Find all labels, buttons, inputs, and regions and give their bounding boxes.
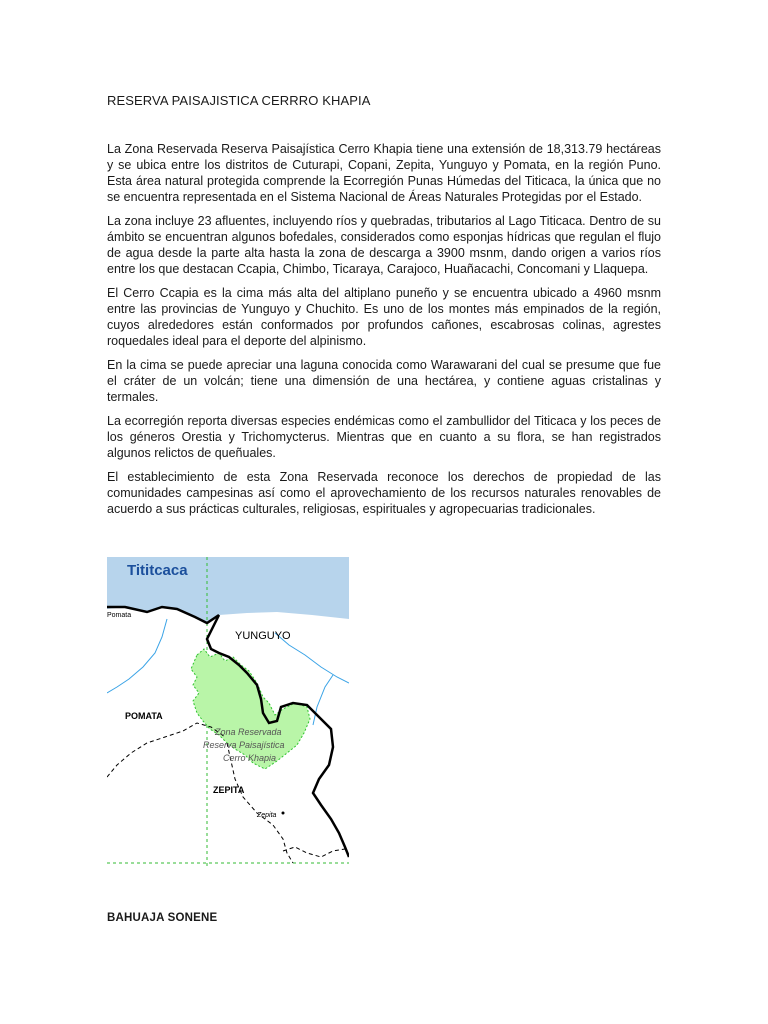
body-text bbox=[107, 141, 661, 525]
district-boundary bbox=[283, 847, 345, 857]
reserve-area bbox=[191, 649, 310, 769]
paragraph: La zona incluye 23 afluentes, incluyendo ríos y quebradas, tributarios al Lago Titicaca. Dentro de su ámbito se encuentran algunos bofedales, considerados como esponjas hídricas que regulan el flujo de agua desde la parte alta hasta la zona de descarga a 3900 msnm, dando origen a varios ríos entre los que destacan Ccapia, Chimbo, Ticaraya, Carajoco, Huañacachi, Concomani y Llaquepa. bbox=[107, 214, 661, 276]
paragraph: La ecorregión reporta diversas especies endémicas como el zambullidor del Titicaca y los peces de los géneros Orestia y Trichomycterus. Mientras que en cuanto a su flora, se han registrados algunos relictos de queñuales. bbox=[107, 414, 661, 460]
paragraph: La Zona Reservada Reserva Paisajística Cerro Khapia tiene una extensión de 18,313.79 hectáreas y se ubica entre los distritos de Cuturapi, Copani, Zepita, Yunguyo y Pomata, en la región Puno. Esta área natural protegida comprende la Ecorregión Punas Húmedas del Titicaca, la única que no se encuentra representada en el Sistema Nacional de Áreas Naturales Protegidas por el Estado. bbox=[107, 142, 661, 204]
map-label-pomata-town: Pomata bbox=[107, 612, 132, 619]
paragraph: En la cima se puede apreciar una laguna conocida como Warawarani del cual se presume que fue el cráter de un volcán; tiene una dimensión de una hectárea, y contiene aguas cristalinas y termales. bbox=[107, 358, 661, 404]
river bbox=[107, 619, 167, 693]
map-label-zepita-town: Zepita bbox=[257, 812, 277, 819]
map-label-reserve-line3: Cerro Khapia bbox=[223, 753, 277, 763]
section-heading: BAHUAJA SONENE bbox=[107, 912, 218, 924]
paragraph: El establecimiento de esta Zona Reservada reconoce los derechos de propiedad de las comunidades campesinas así como el aprovechamiento de los recursos naturales renovables de acuerdo a sus prácticas culturales, religiosas, espirituales y agropecuarias tradicionales. bbox=[107, 470, 661, 516]
map-label-zepita: ZEPITA bbox=[213, 785, 245, 795]
map-label-reserve-line1: Zona Reservada bbox=[215, 727, 282, 737]
page-title: RESERVA PAISAJISTICA CERRRO KHAPIA bbox=[107, 93, 371, 108]
map-label-yunguyo: YUNGUYO bbox=[235, 630, 291, 642]
river bbox=[313, 675, 333, 725]
map-label-reserve-line2: Reserva Paisajística bbox=[203, 740, 285, 750]
map-label-titicaca: Tititcaca bbox=[127, 562, 188, 579]
map-label-pomata: POMATA bbox=[125, 711, 163, 721]
zepita-town-marker bbox=[282, 812, 285, 815]
paragraph: El Cerro Ccapia es la cima más alta del altiplano puneño y se encuentra ubicado a 4960 msnm entre las provincias de Yunguyo y Chuchito. Es uno de los montes más empinados de la región, cuyos alrededores están conformados por profundos cañones, escabrosas colinas, agrestes roquedales ideal para el deporte del alpinismo. bbox=[107, 286, 661, 348]
reserve-location-map bbox=[107, 557, 349, 869]
